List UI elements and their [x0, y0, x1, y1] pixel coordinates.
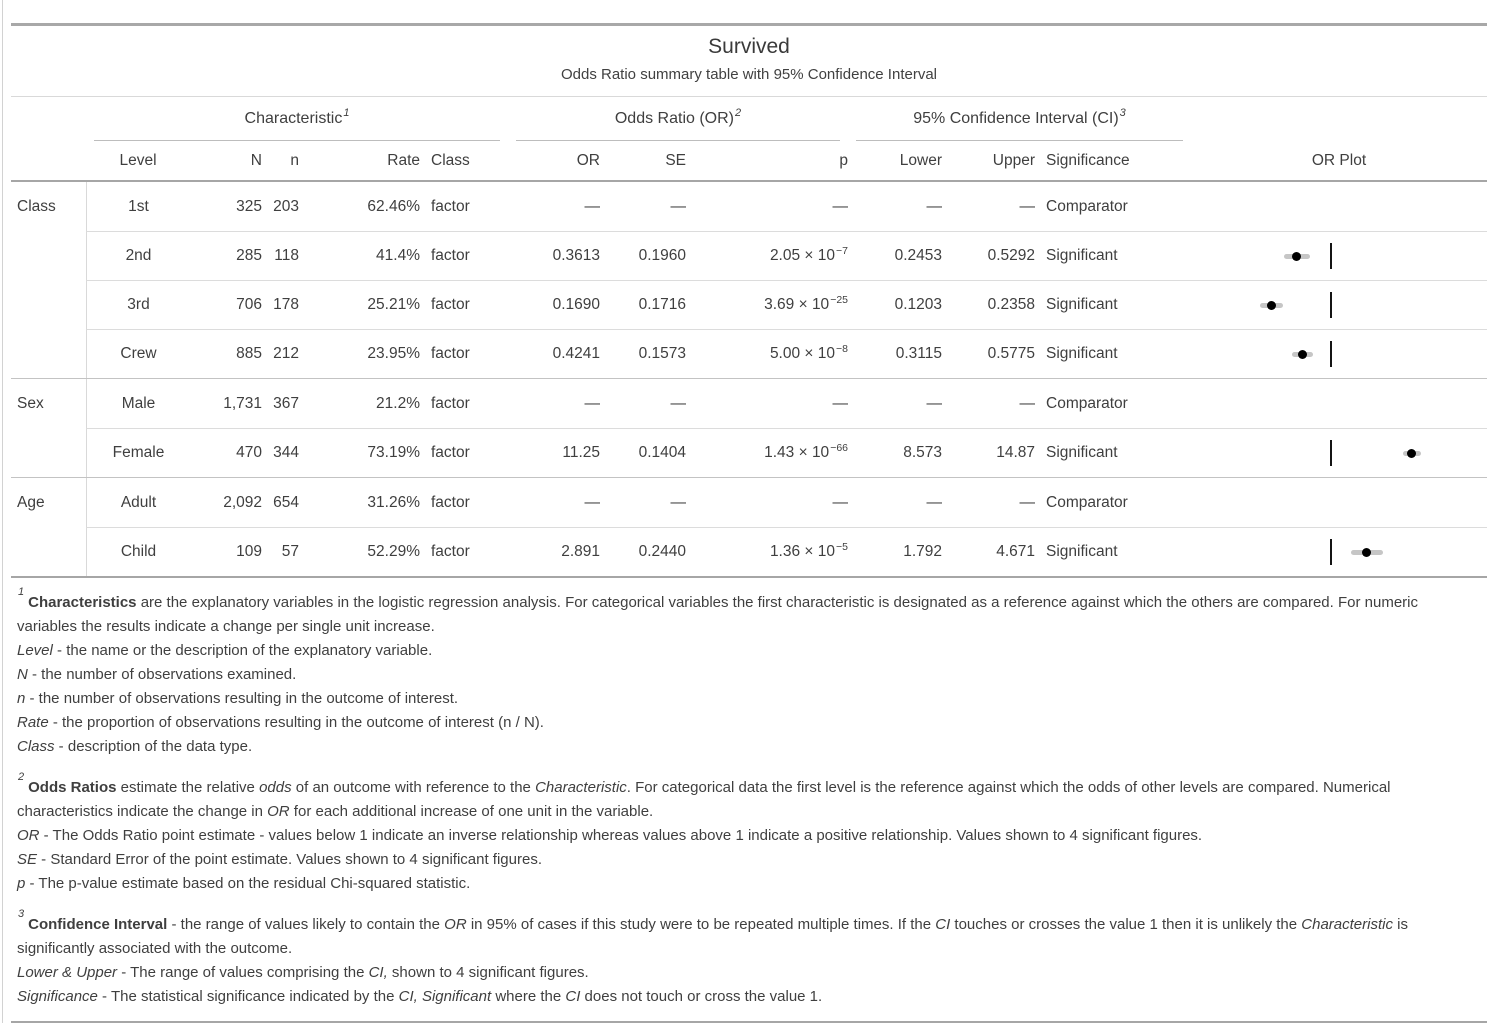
or-plot-reference-line [1330, 243, 1332, 269]
row-group-label: Class [17, 198, 56, 215]
footnote-text: OR [267, 803, 290, 820]
cell-p: — [832, 394, 848, 412]
cell-or: — [584, 197, 600, 215]
footnote-text: - The statistical significance indicated by the [97, 988, 399, 1005]
footnotes [11, 578, 1487, 1023]
footnote-text: Level [17, 642, 53, 659]
footnote-3 [17, 908, 1481, 1009]
cell-n: 57 [262, 527, 299, 576]
cell-class: factor [431, 394, 470, 412]
cell-level: Female [86, 428, 190, 477]
cell-significance: Comparator [1046, 197, 1128, 215]
spanner-odds-ratio [516, 97, 840, 141]
cell-rate: 31.26% [367, 493, 420, 511]
footnote-marker: 1 [18, 586, 25, 598]
footnote-ref-3: 3 [1119, 106, 1126, 119]
cell-n: 344 [262, 428, 299, 477]
p-exponent: −8 [836, 343, 848, 355]
cell-N: 109 [190, 527, 262, 576]
cell-significance: Significant [1035, 527, 1191, 576]
cell-or: — [584, 394, 600, 412]
footnote-text: - description of the data type. [54, 738, 253, 755]
footnote-text: is significantly associated with the outcome. [17, 916, 1408, 957]
cell-or-plot [1191, 379, 1487, 428]
cell-rate: 52.29% [299, 527, 420, 576]
column-header-rate: Rate [387, 151, 420, 169]
footnote-text: - Standard Error of the point estimate. Values shown to 4 significant figures. [37, 851, 542, 868]
cell-class: factor [420, 329, 508, 378]
footnote-text: touches or crosses the value 1 then it is unlikely the [950, 916, 1302, 933]
cell-level: 3rd [86, 280, 190, 329]
cell-upper: 0.5292 [942, 231, 1035, 280]
column-header-p: p [839, 151, 848, 169]
cell-lower: — [926, 197, 942, 215]
footnote-text: Characteristic [535, 779, 627, 796]
cell-se: 0.1716 [600, 280, 686, 329]
footnote-1 [17, 586, 1481, 759]
cell-n: 212 [262, 329, 299, 378]
cell-rate: 41.4% [299, 231, 420, 280]
page-title: Survived [708, 35, 790, 58]
or-plot-reference-line [1330, 292, 1332, 318]
cell-or-plot [1191, 182, 1487, 231]
footnote-line [17, 663, 1481, 687]
cell-p: 5.00 × 10 $^{-8}$ [686, 329, 848, 378]
cell-significance: Comparator [1046, 493, 1128, 511]
or-plot-point [1407, 449, 1416, 458]
footnote-text: Rate [17, 714, 49, 731]
cell-rate: 73.19% [299, 428, 420, 477]
footnote-line [17, 586, 1481, 639]
cell-or: 11.25 [508, 428, 600, 477]
footnote-line [17, 824, 1481, 848]
footnote-line [17, 771, 1481, 824]
cell-or: 0.3613 [508, 231, 600, 280]
spanner-characteristic [94, 97, 500, 141]
footnote-text: Characteristic [1301, 916, 1393, 933]
or-plot-point [1292, 252, 1301, 261]
or-plot-reference-line [1330, 440, 1332, 466]
cell-class: factor [420, 280, 508, 329]
footnote-line [17, 848, 1481, 872]
cell-p: — [832, 197, 848, 215]
footnote-text: odds [259, 779, 292, 796]
cell-level: Crew [86, 329, 190, 378]
row-group-age [11, 477, 1487, 576]
cell-upper: — [1019, 197, 1035, 215]
cell-se: — [670, 493, 686, 511]
spanner-row [11, 97, 1487, 141]
footnote-text: - the number of observations examined. [27, 666, 297, 683]
cell-significance: Significant [1035, 329, 1191, 378]
footnote-text: N [17, 666, 28, 683]
cell-upper: 0.2358 [942, 280, 1035, 329]
p-exponent: −66 [830, 442, 848, 454]
spanner-confidence-interval [856, 97, 1183, 141]
cell-or-plot [1191, 527, 1487, 576]
table-body [11, 182, 1487, 578]
column-header-or: OR [576, 151, 600, 169]
footnote-line [17, 687, 1481, 711]
footnote-text: p [17, 875, 26, 892]
footnote-text: - the name or the description of the explanatory variable. [52, 642, 433, 659]
cell-class: factor [420, 527, 508, 576]
footnote-text: n [17, 690, 26, 707]
footnote-text: - The p-value estimate based on the residual Chi-squared statistic. [25, 875, 471, 892]
footnote-marker: 2 [18, 771, 25, 783]
footnote-line [17, 639, 1481, 663]
footnote-text: where the [491, 988, 566, 1005]
cell-significance: Significant [1035, 280, 1191, 329]
cell-se: 0.1960 [600, 231, 686, 280]
cell-or-plot [1191, 428, 1487, 477]
or-plot-point [1267, 301, 1276, 310]
cell-level: Male [86, 379, 190, 428]
cell-or: 0.4241 [508, 329, 600, 378]
or-plot-point [1362, 548, 1371, 557]
footnote-line [17, 908, 1481, 961]
footnote-line [17, 735, 1481, 759]
cell-lower: 1.792 [848, 527, 942, 576]
footnote-line [17, 961, 1481, 985]
cell-N: 325 [236, 197, 262, 215]
cell-n: 178 [262, 280, 299, 329]
footnote-text: estimate the relative [116, 779, 260, 796]
footnote-text: CI [565, 988, 581, 1005]
footnote-text: Significance [17, 988, 98, 1005]
footnote-text: Class [17, 738, 55, 755]
footnote-ref-2: 2 [735, 106, 742, 119]
footnote-text: - The Odds Ratio point estimate - values below 1 indicate an inverse relationship whereas values above 1 indicate a positive relationship. Values shown to 4 significant figures. [39, 827, 1203, 844]
cell-N: 706 [190, 280, 262, 329]
footnote-text: CI, [368, 964, 388, 981]
column-header-significance: Significance [1046, 151, 1130, 169]
footnote-text: CI [935, 916, 951, 933]
column-header-N: N [250, 151, 262, 169]
footnote-text: Confidence Interval [28, 916, 168, 933]
footnote-text: - the range of values likely to contain the [167, 916, 445, 933]
cell-n: 367 [273, 394, 299, 412]
cell-lower: 0.1203 [848, 280, 942, 329]
cell-lower: — [926, 394, 942, 412]
cell-n: 118 [262, 231, 299, 280]
cell-upper: — [1019, 394, 1035, 412]
cell-lower: 0.3115 [848, 329, 942, 378]
column-header-class: Class [431, 151, 470, 169]
cell-class: factor [420, 428, 508, 477]
footnote-text: - The range of values comprising the [117, 964, 369, 981]
footnote-text: . For categorical data the first level is the reference against which the odds of other levels are compared. Numerical characteristics indicate the change in [17, 779, 1391, 820]
cell-p: 3.69 × 10 $^{-25}$ [686, 280, 848, 329]
p-exponent: −7 [836, 245, 848, 257]
row-group-class [11, 182, 1487, 378]
cell-significance: Significant [1035, 231, 1191, 280]
column-header-row [11, 141, 1487, 180]
cell-or-plot [1191, 329, 1487, 378]
cell-se: — [670, 394, 686, 412]
footnote-2 [17, 771, 1481, 896]
column-header-n: n [290, 151, 299, 169]
footnote-text: Lower & Upper [17, 964, 118, 981]
cell-lower: 0.2453 [848, 231, 942, 280]
cell-se: 0.1404 [600, 428, 686, 477]
column-header-or-plot: OR Plot [1311, 151, 1367, 169]
cell-N: 470 [190, 428, 262, 477]
footnote-text: Characteristics [28, 594, 137, 611]
footnote-text: OR [444, 916, 467, 933]
table-title-block [11, 23, 1487, 97]
spanner-odds-ratio-label: Odds Ratio (OR) [614, 109, 734, 127]
or-plot-point [1298, 350, 1307, 359]
cell-rate: 25.21% [299, 280, 420, 329]
row-group-label: Sex [17, 395, 44, 412]
cell-lower: — [926, 493, 942, 511]
cell-significance: Comparator [1046, 394, 1128, 412]
cell-p: 2.05 × 10 $^{-7}$ [686, 231, 848, 280]
cell-lower: 8.573 [848, 428, 942, 477]
spanner-confidence-interval-label: 95% Confidence Interval (CI) [913, 109, 1119, 127]
footnote-marker: 3 [18, 908, 25, 920]
cell-n: 654 [273, 493, 299, 511]
p-exponent: −5 [836, 541, 848, 553]
cell-or: 2.891 [508, 527, 600, 576]
cell-significance: Significant [1035, 428, 1191, 477]
cell-or-plot [1191, 231, 1487, 280]
cell-upper: 4.671 [942, 527, 1035, 576]
footnote-text: for each additional increase of one unit in the variable. [289, 803, 654, 820]
cell-rate: 21.2% [376, 394, 420, 412]
cell-or-plot [1191, 478, 1487, 527]
cell-n: 203 [273, 197, 299, 215]
footnote-ref-1: 1 [343, 106, 350, 119]
cell-N: 285 [190, 231, 262, 280]
cell-upper: 0.5775 [942, 329, 1035, 378]
cell-N: 1,731 [223, 394, 262, 412]
page-subtitle: Odds Ratio summary table with 95% Confidence Interval [560, 66, 937, 83]
cell-upper: — [1019, 493, 1035, 511]
column-header-upper: Upper [992, 151, 1035, 169]
footnote-line [17, 872, 1481, 896]
footnote-text: OR [17, 827, 40, 844]
window-left-edge [2, 0, 3, 1023]
row-group-sex [11, 378, 1487, 477]
footnote-text: of an outcome with reference to the [291, 779, 536, 796]
spanner-characteristic-label: Characteristic [244, 109, 343, 127]
cell-level: 1st [86, 182, 190, 231]
cell-upper: 14.87 [942, 428, 1035, 477]
footnote-text: are the explanatory variables in the logistic regression analysis. For categorical variables the first characteristic is designated as a reference against which the others are compared. For numeric variables the results indicate a change per single unit increase. [17, 594, 1418, 635]
column-header-se: SE [665, 151, 686, 169]
cell-or-plot [1191, 280, 1487, 329]
cell-level: Adult [86, 478, 190, 527]
cell-class: factor [431, 493, 470, 511]
footnote-line [17, 985, 1481, 1009]
footnote-text: - the number of observations resulting in the outcome of interest. [25, 690, 459, 707]
or-plot-reference-line [1330, 341, 1332, 367]
column-header-level: Level [119, 151, 157, 169]
column-header-stub [11, 141, 86, 180]
footnote-text: - the proportion of observations resulting in the outcome of interest (n / N). [48, 714, 544, 731]
cell-se: 0.1573 [600, 329, 686, 378]
p-exponent: −25 [830, 294, 848, 306]
cell-level: Child [86, 527, 190, 576]
footnote-text: CI, Significant [398, 988, 492, 1005]
footnote-text: in 95% of cases if this study were to be repeated multiple times. If the [466, 916, 936, 933]
report-page [11, 0, 1487, 1023]
cell-or: — [584, 493, 600, 511]
footnote-line [17, 711, 1481, 735]
cell-rate: 62.46% [367, 197, 420, 215]
cell-se: — [670, 197, 686, 215]
or-plot-reference-line [1330, 539, 1332, 565]
cell-se: 0.2440 [600, 527, 686, 576]
footnote-text: SE [17, 851, 38, 868]
table-header [11, 97, 1487, 182]
cell-N: 2,092 [223, 493, 262, 511]
cell-p: 1.36 × 10 $^{-5}$ [686, 527, 848, 576]
cell-p: — [832, 493, 848, 511]
cell-rate: 23.95% [299, 329, 420, 378]
cell-N: 885 [190, 329, 262, 378]
footnote-text: shown to 4 significant figures. [387, 964, 589, 981]
row-group-label: Age [17, 494, 45, 511]
cell-or: 0.1690 [508, 280, 600, 329]
cell-level: 2nd [86, 231, 190, 280]
cell-class: factor [431, 197, 470, 215]
column-header-lower: Lower [899, 151, 942, 169]
footnote-text: does not touch or cross the value 1. [580, 988, 823, 1005]
cell-class: factor [420, 231, 508, 280]
cell-p: 1.43 × 10 $^{-66}$ [686, 428, 848, 477]
footnote-text: Odds Ratios [28, 779, 117, 796]
